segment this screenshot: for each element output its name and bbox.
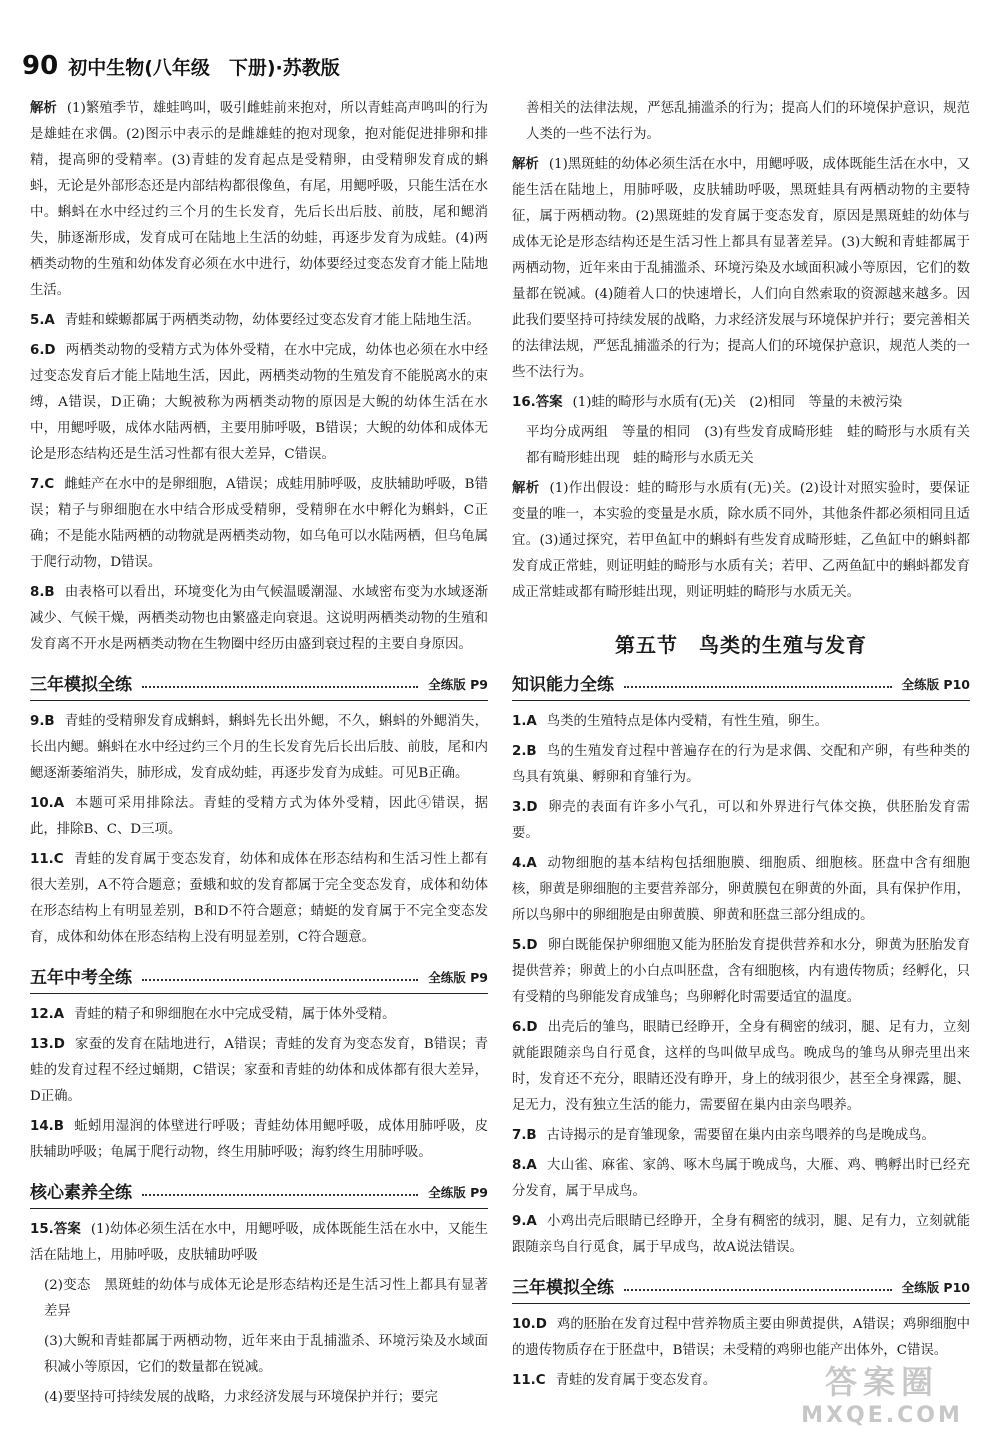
answer-paragraph	[30, 709, 488, 787]
answer-text: 雌蛙产在水中的是卵细胞，A错误；成蛙用肺呼吸，皮肤辅助呼吸，B错误；精子与卵细胞在水中结合形成受精卵，受精卵在水中孵化为蝌蚪，C正确；不是能水陆两栖的动物就是两栖类动物，如乌龟可以水陆两栖，但乌龟属于爬行动物，D错误。	[30, 477, 488, 570]
section-title: 三年模拟全练	[512, 1278, 614, 1298]
answer-key: 4.A	[512, 856, 537, 871]
answer-key: 1.A	[512, 714, 537, 729]
answer-text: (1)黑斑蛙的幼体必须生活在水中，用鳃呼吸，成体既能生活在水中，又能生活在陆地上，用肺呼吸，皮肤辅助呼吸，黑斑蛙具有两栖动物的主要特征，属于两栖动物。(2)黑斑蛙的发育属于变态发育，原因是黑斑蛙的幼体与成体无论是形态结构还是生活习性上都具有显著差异。(3)大鲵和青蛙都属于两栖动物，近年来由于乱捕滥杀、环境污染及水域面积减小等原因，它们的数量都在锐减。(4)随着人口的快速增长，人们向自然索取的资源越来越多。因此我们要坚持可持续发展的战略，力求经济发展与环境保护并行；要完善相关的法律法规，严惩乱捕滥杀的行为；提高人们的环境保护意识，规范人类的一些不法行为。	[512, 157, 971, 380]
section-leader-dots	[142, 979, 418, 981]
answer-paragraph	[30, 580, 488, 658]
answer-text: 大山雀、麻雀、家鸽、啄木鸟属于晚成鸟，大雁、鸡、鸭孵出时已经充分发育，属于早成鸟。	[512, 1158, 970, 1199]
answer-text: 鸟类的生殖特点是体内受精，有性生殖，卵生。	[546, 714, 828, 729]
answer-key: 解析	[30, 101, 57, 116]
section-title: 三年模拟全练	[30, 675, 132, 695]
answer-paragraph	[30, 96, 488, 304]
answer-paragraph	[30, 791, 488, 843]
answer-text: 卵白既能保护卵细胞又能为胚胎发育提供营养和水分，卵黄为胚胎发育提供营养；卵黄上的小白点叫胚盘，含有细胞核，内有遗传物质；经孵化，只有受精的鸟卵能发育成雏鸟；鸟卵孵化时需要适宜的温度。	[512, 938, 970, 1005]
answer-key: 8.A	[512, 1158, 537, 1173]
answer-text: (1)幼体必须生活在水中，用鳃呼吸，成体既能生活在水中，又能生活在陆地上，用肺呼吸，皮肤辅助呼吸	[30, 1222, 488, 1263]
answer-text: 青蛙和蝾螈都属于两栖类动物，幼体要经过变态发育才能上陆地生活。	[64, 313, 480, 328]
answer-paragraph	[512, 933, 970, 1011]
answer-continuation: (2)变态 黑斑蛙的幼体与成体无论是形态结构还是生活习性上都具有显著差异	[44, 1278, 488, 1319]
answer-text: (1)作出假设：蛙的畸形与水质有(无)关。(2)设计对照实验时，要保证变量的唯一，本实验的变量是水质，除水质不同外，其他条件都必须相同且适宜。(3)通过探究，若甲鱼缸中的蝌蚪有些发育成畸形蛙，乙鱼缸中的蝌蚪都发育成正常蛙，则证明蛙的畸形与水质有关；若甲、乙两鱼缸中的蝌蚪都发育成正常蛙或都有畸形蛙出现，则证明蛙的畸形与水质无关。	[512, 481, 971, 600]
answer-text: (1)繁殖季节，雄蛙鸣叫，吸引雌蛙前来抱对，所以青蛙高声鸣叫的行为是雄蛙在求偶。(2)图示中表示的是雌雄蛙的抱对现象，抱对能促进排卵和排精，提高卵的受精率。(3)青蛙的发育起点是受精卵，由受精卵发育成的蝌蚪，无论是外部形态还是内部结构都很像鱼，有尾，用鳃呼吸，只能生活在水中。蝌蚪在水中经过约三个月的生长发育，先后长出后肢、前肢，尾和鳃消失，肺逐渐形成，发育成可在陆地上生活的幼蛙，再逐步发育为成蛙。(4)两栖类动物的生殖和幼体发育必须在水中进行，幼体要经过变态发育才能上陆地生活。	[30, 101, 489, 298]
answer-text: 出壳后的雏鸟，眼睛已经睁开，全身有稠密的绒羽，腿、足有力，立刻就能跟随亲鸟自行觅食，这样的鸟叫做早成鸟。晚成鸟的雏鸟从卵壳里出来时，发育还不充分，眼睛还没有睁开，身上的绒羽很少，甚至全身裸露，腿、足无力，没有独立生活的能力，需要留在巢内由亲鸟喂养。	[512, 1020, 970, 1113]
answer-key: 10.D	[512, 1317, 547, 1332]
section-page-ref: 全练版 P10	[901, 1280, 970, 1295]
page-header	[22, 46, 340, 86]
answer-key: 6.D	[512, 1020, 538, 1035]
section-header	[30, 1180, 488, 1209]
section-header	[30, 672, 488, 701]
section-leader-dots	[142, 1194, 418, 1196]
section-leader-dots	[142, 686, 418, 688]
section-page-ref: 全练版 P10	[901, 677, 970, 692]
answer-paragraph	[30, 1114, 488, 1166]
answer-key: 11.C	[512, 1373, 546, 1388]
book-title: 初中生物(八年级 下册)·苏教版	[68, 56, 340, 79]
answer-text: 家蚕的发育在陆地进行，A错误；青蛙的发育为变态发育，B错误；青蛙的发育过程不经过蛹期，C错误；家蚕和青蛙的幼体和成体都有很大差异，D正确。	[30, 1037, 488, 1104]
answer-text: 卵壳的表面有许多小气孔，可以和外界进行气体交换，供胚胎发育需要。	[512, 800, 970, 841]
answer-paragraph	[512, 1153, 970, 1205]
answer-text: 古诗揭示的是育雏现象，需要留在巢内由亲鸟喂养的鸟是晚成鸟。	[546, 1128, 935, 1143]
answer-paragraph	[512, 1123, 970, 1149]
answer-key: 16.答案	[512, 395, 563, 410]
section-page-ref: 全练版 P9	[428, 1185, 488, 1200]
answer-key: 5.D	[512, 938, 538, 953]
answer-paragraph	[30, 1002, 488, 1028]
watermark-bottom-text: MXQE.COM	[801, 1402, 963, 1428]
answer-text: 青蛙的精子和卵细胞在水中完成受精，属于体外受精。	[74, 1007, 396, 1022]
answer-key: 14.B	[30, 1119, 64, 1134]
answer-text: 蚯蚓用湿润的体壁进行呼吸；青蛙幼体用鳃呼吸，成体用肺呼吸，皮肤辅助呼吸；龟属于爬行动物，终生用肺呼吸；海豹终生用肺呼吸。	[30, 1119, 488, 1160]
answer-key: 解析	[512, 157, 539, 172]
answer-text: (1)蛙的畸形与水质有(无)关 (2)相同 等量的未被污染	[572, 395, 903, 410]
answer-paragraph	[30, 847, 488, 951]
answer-key: 11.C	[30, 852, 64, 867]
answer-key: 6.D	[30, 343, 56, 358]
answer-key: 13.D	[30, 1037, 65, 1052]
answer-paragraph	[512, 739, 970, 791]
chapter-title: 第五节 鸟类的生殖与发育	[615, 633, 867, 657]
answer-text: 两栖类动物的受精方式为体外受精，在水中完成，幼体也必须在水中经过变态发育后才能上陆地生活，因此，两栖类动物的生殖发育不能脱离水的束缚，A错误，D正确；大鲵被称为两栖类动物的原因是大鲵的幼体生活在水中，用鳃呼吸，成体水陆两栖，主要用肺呼吸，B错误；大鲵的幼体和成体无论是形态结构还是生活习性都有很大差异，C错误。	[30, 343, 488, 462]
section-title: 五年中考全练	[30, 968, 132, 988]
answer-continuation: 善相关的法律法规，严惩乱捕滥杀的行为；提高人们的环境保护意识，规范人类的一些不法行为。	[526, 101, 970, 142]
answer-key: 8.B	[30, 585, 55, 600]
answer-paragraph	[512, 390, 970, 416]
answer-key: 3.D	[512, 800, 538, 815]
page-number: 90	[22, 51, 59, 81]
answer-continuation: 平均分成两组 等量的相同 (3)有些发育成畸形蛙 蛙的畸形与水质有关 都有畸形蛙出现 蛙的畸形与水质无关	[526, 425, 984, 466]
answer-key: 7.B	[512, 1128, 537, 1143]
section-page-ref: 全练版 P9	[428, 970, 488, 985]
answer-paragraph	[512, 476, 970, 606]
section-header	[512, 672, 970, 701]
section-header	[512, 1275, 970, 1304]
answer-paragraph	[30, 338, 488, 468]
section-header	[30, 965, 488, 994]
answer-paragraph	[30, 472, 488, 576]
answer-text: 小鸡出壳后眼睛已经睁开，全身有稠密的绒羽，腿、足有力，立刻就能跟随亲鸟自行觅食，属于早成鸟，故A说法错误。	[512, 1214, 970, 1255]
answer-text: 由表格可以看出，环境变化为由气候温暖潮湿、水域密布变为水域逐渐减少、气候干燥，两栖类动物也由繁盛走向衰退。这说明两栖类动物的生殖和发育离不开水是两栖类动物在生物圈中经历由盛到衰过程的主要自身原因。	[30, 585, 488, 652]
answer-text: 鸡的胚胎在发育过程中营养物质主要由卵黄提供，A错误；鸡卵细胞中的遗传物质存在于胚盘中，B错误；未受精的鸡卵也能产出体外，C错误。	[512, 1317, 970, 1358]
answer-paragraph	[512, 1209, 970, 1261]
right-column	[512, 96, 984, 1398]
answer-key: 9.A	[512, 1214, 537, 1229]
answer-paragraph	[512, 709, 970, 735]
section-page-ref: 全练版 P9	[428, 677, 488, 692]
answer-continuation: (3)大鲵和青蛙都属于两栖动物，近年来由于乱捕滥杀、环境污染及水域面积减小等原因，它们的数量都在锐减。	[44, 1334, 488, 1375]
answer-paragraph	[512, 1015, 970, 1119]
section-title: 知识能力全练	[512, 675, 614, 695]
watermark-logo	[792, 1354, 972, 1430]
answer-paragraph	[30, 1217, 488, 1269]
answer-paragraph	[30, 308, 488, 334]
answer-paragraph	[30, 1032, 488, 1110]
section-title: 核心素养全练	[30, 1183, 132, 1203]
answer-paragraph	[512, 851, 970, 929]
answer-continuation: (4)要坚持可持续发展的战略，力求经济发展与环境保护并行；要完	[44, 1390, 438, 1405]
answer-text: 鸟的生殖发育过程中普遍存在的行为是求偶、交配和产卵，有些种类的鸟具有筑巢、孵卵和育雏行为。	[512, 744, 970, 785]
answer-key: 15.答案	[30, 1222, 81, 1237]
answer-key: 2.B	[512, 744, 537, 759]
answer-key: 解析	[512, 481, 540, 496]
answer-key: 10.A	[30, 796, 65, 811]
answer-text: 青蛙的发育属于变态发育。	[555, 1373, 717, 1388]
answer-key: 12.A	[30, 1007, 65, 1022]
answer-text: 本题可采用排除法。青蛙的受精方式为体外受精，因此④错误，据此，排除B、C、D三项。	[30, 796, 488, 837]
answer-text: 动物细胞的基本结构包括细胞膜、细胞质、细胞核。胚盘中含有细胞核，卵黄是卵细胞的主要营养部分，卵黄膜包在卵黄的外面，具有保护作用，所以鸟卵中的卵细胞是由卵黄膜、卵黄和胚盘三部分组成的。	[512, 856, 970, 923]
section-leader-dots	[624, 1289, 892, 1291]
answer-text: 青蛙的发育属于变态发育，幼体和成体在形态结构和生活习性上都有很大差别，A不符合题意；蚕蛾和蚊的发育都属于完全变态发育，成体和幼体在形态结构上有明显差别，B和D不符合题意；蜻蜓的发育属于不完全变态发育，成体和幼体在形态结构上没有明显差别，C符合题意。	[30, 852, 488, 945]
answer-text: 青蛙的受精卵发育成蝌蚪，蝌蚪先长出外鳃，不久，蝌蚪的外鳃消失，长出内鳃。蝌蚪在水中经过约三个月的生长发育先后长出后肢、前肢，尾和内鳃逐渐萎缩消失，肺形成，发育成幼蛙，再逐步发育为成蛙。可见B正确。	[30, 714, 488, 781]
left-column	[30, 96, 488, 1415]
watermark-top-text: 答案圈	[824, 1362, 939, 1401]
answer-key: 7.C	[30, 477, 55, 492]
answer-key: 9.B	[30, 714, 55, 729]
answer-paragraph	[512, 152, 970, 386]
answer-paragraph	[512, 795, 970, 847]
answer-key: 5.A	[30, 313, 55, 328]
section-leader-dots	[624, 686, 892, 688]
